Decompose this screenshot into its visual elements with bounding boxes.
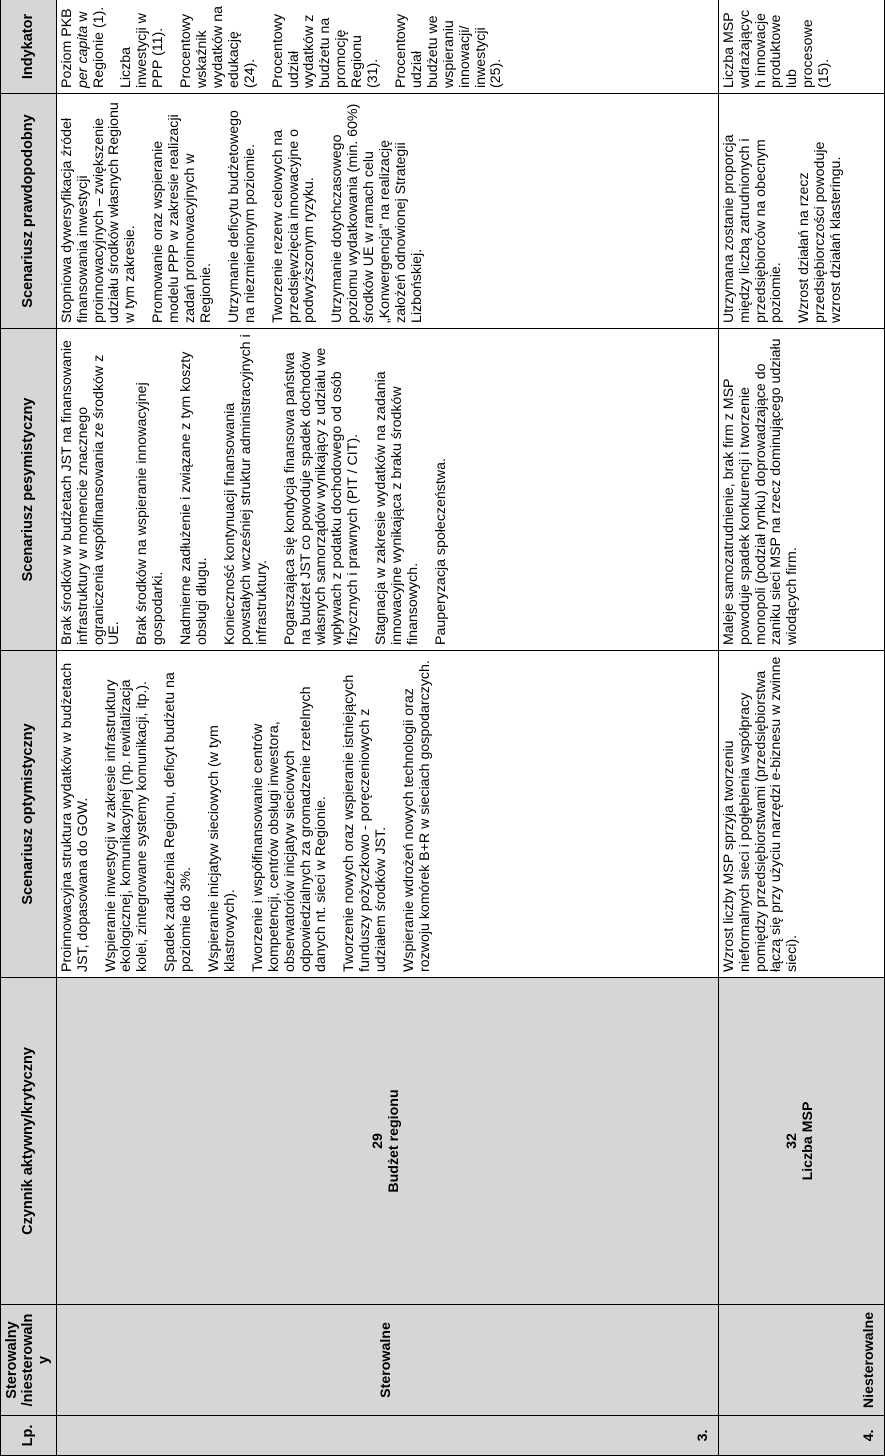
header-prawdopodobny: Scenariusz prawdopodobny [1,94,57,329]
row3-pes-item: Stagnacja w zakresie wydatków na zadania innowacyjne wynikająca z braku środków finansowych. [373,371,422,645]
row3-pes-item: Brak środków w budżetach JST na finansowanie infrastruktury w momencie znacznego ograniczenia współfinansowania ze środków z UE. [58,340,123,645]
row4-indykator: Liczba MSP wdrażających innowacje produktowe lub procesowe (15). [718,0,884,94]
header-row [1,0,57,1456]
row3-ind-item: Procentowy udział wydatków z budżetu na promocję Regionu (31). [269,13,382,88]
row3-czynnik [56,978,718,1305]
row3-ind-1-pre: Poziom PKB [58,8,75,88]
row3-pes-item: Pauperyzacja społeczeństwa. [432,458,449,645]
row3-ind-1-post: w Regionie (1). [74,6,107,88]
row4-prawdopodobny [718,94,884,329]
table-row-4 [718,0,884,1456]
row3-ind-item: Procentowy udział budżetu we wspieraniu innowacji/ inwestycji (25). [393,13,505,88]
row3-pes-item: Konieczność kontynuacji finansowania powstałych wcześniej struktur administracyjnych i infrastruktury. [221,334,270,645]
row4-czynnik-num: 32 [784,1133,801,1149]
row3-opt-item: Proinnowacyjna struktura wydatków w budżetach JST, dopasowana do GOW. [58,662,91,972]
row3-lp: 3. [56,1416,718,1456]
row3-pes-item: Brak środków na wspieranie innowacyjnej gospodarki. [134,382,167,645]
row4-sterowalny: Niesterowalne [718,1305,884,1416]
row4-czynnik-name: Liczba MSP [800,1101,817,1181]
row3-opt-item: Tworzenie nowych oraz wspieranie istniejących funduszy pożyczkowo - poręczeniowych z udziałem środków JST. [341,674,390,972]
row4-czynnik [718,978,884,1305]
row3-praw-item: Stopniowa dywersyfikacja źródeł finansowania inwestycji proinnowacyjnych – zwiększenie udziału środków własnych Regionu w tym zakresie. [58,102,139,323]
row3-ind-item [60,5,108,88]
row3-czynnik-name: Budżet regionu [386,1089,403,1193]
row3-czynnik-num: 29 [370,1133,387,1149]
row3-opt-item: Spadek zadłużenia Regionu, deficyt budżetu na poziomie do 3%. [162,672,195,972]
row3-ind-1-italic: per capita [74,25,91,88]
row4-lp: 4. [718,1416,884,1456]
header-pesymistyczny: Scenariusz pesymistyczny [1,329,57,651]
header-lp: Lp. [1,1416,57,1456]
row3-opt-item: Tworzenie i współfinansowanie centrów kompetencji, centrów obsługi inwestora, obserwatoriów inicjatyw sieciowych odpowiedzialnych za gromadzenie rzetelnych danych nt. sieci w Regionie. [249,686,330,972]
row3-praw-item: Utrzymanie dotychczasowego poziomu wydatkowania (min. 60%) środków UE w ramach celu „Konwergencja” na realizację założeń odnowionej Strategii Lizbońskiej. [329,103,425,323]
row4-opt-item: Wzrost liczby MSP sprzyja tworzeniu nieformalnych sieci i pogłębienia współpracy pomiędzy przedsiębiorstwami (przedsiębiorstwa łączą się przy użyciu narzędzi e-biznesu w zwinne sieci). [720,656,801,972]
row4-praw-item: Utrzymana zostanie proporcja między liczbą zatrudnionych i przedsiębiorców na obecnym poziomie. [720,134,785,323]
row4-pes-item: Maleje samozatrudnienie, brak firm z MSP powoduje spadek konkurencji i tworzenie monopoli (podział rynku) doprowadzające do zaniku sieci MSP na rzecz dominującego udziału wiodących firm. [720,338,801,645]
row3-pesymistyczny [56,329,718,651]
header-optymistyczny: Scenariusz optymistyczny [1,651,57,978]
row4-praw-item: Wzrost działań na rzecz przedsiębiorczości powoduje wzrost działań klasteringu. [796,141,845,323]
row3-opt-item: Wspieranie inicjatyw sieciowych (w tym klastrowych). [206,725,238,972]
row4-optymistyczny [718,651,884,978]
row4-pesymistyczny [718,329,884,651]
table-row-3 [56,0,718,1456]
row3-pes-item: Pogarszająca się kondycja finansowa państwa na budżet JST co powoduje spadek dochodów własnych samorządów wynikający z udziału we wpływach z podatku dochodowego od osób fizycznych i prawnych (PIT / CIT). [281,347,362,645]
header-czynnik: Czynnik aktywny/krytyczny [1,978,57,1305]
header-indykator: Indykator [1,0,57,94]
row3-indykator [56,0,718,94]
row3-opt-item: Wspieranie inwestycji w zakresie infrastruktury ekologicznej, komunikacyjnej (np. rewitalizacja kolei, zintegrowane systemy komunikacji, itp.). [102,679,151,972]
row3-praw-item: Utrzymanie deficytu budżetowego na niezmienionym poziomie. [225,110,258,323]
row3-ind-item: Procentowy wskaźnik wydatków na edukację (24). [178,5,258,88]
row3-opt-item: Wspieranie wdrożeń nowych technologii oraz rozwoju komórek B+R w sieciach gospodarczych. [401,660,434,972]
row3-praw-item: Tworzenie rezerw celowych na przedsięwzięcia innowacyjne o podwyższonym ryzyku. [269,129,318,323]
row3-sterowalny: Sterowalne [56,1305,718,1416]
header-sterowalny: Sterowalny /niesterowalny [1,1305,57,1416]
row3-praw-item: Promowanie oraz wspieranie modelu PPP w zakresie realizacji zadań proinnowacyjnych w Regionie. [150,114,214,323]
row3-ind-item: Liczba inwestycji w PPP (11). [118,13,167,88]
row3-prawdopodobny [56,94,718,329]
row3-optymistyczny [56,651,718,978]
row3-pes-item: Nadmierne zadłużenie i związane z tym koszty obsługi długu. [178,351,211,645]
